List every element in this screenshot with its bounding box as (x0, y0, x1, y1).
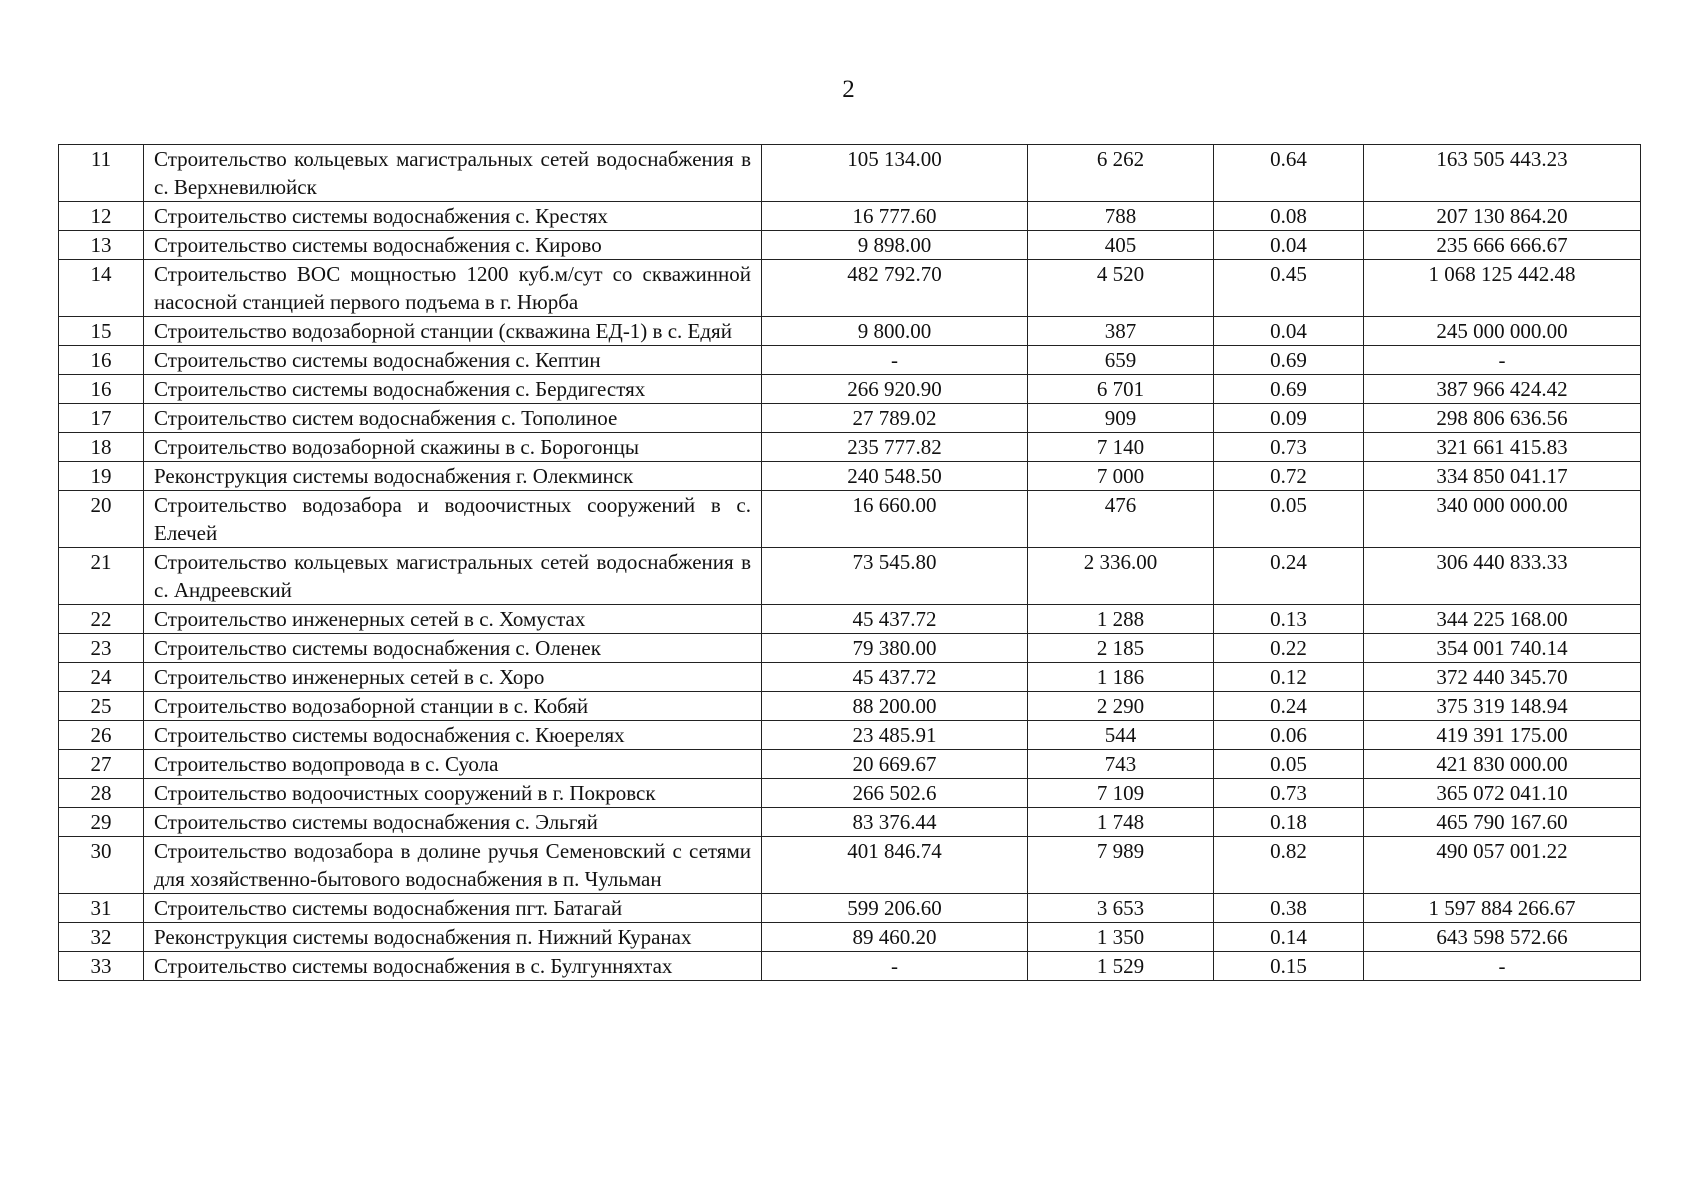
value-col-1: 105 134.00 (762, 145, 1028, 202)
value-col-3: 0.72 (1214, 462, 1364, 491)
value-col-1: 599 206.60 (762, 894, 1028, 923)
value-col-3: 0.69 (1214, 375, 1364, 404)
value-col-1: 401 846.74 (762, 837, 1028, 894)
row-number: 21 (59, 548, 144, 605)
value-col-3: 0.22 (1214, 634, 1364, 663)
project-name: Строительство кольцевых магистральных сетей водоснабжения в с. Андреевский (144, 548, 762, 605)
value-col-4: 465 790 167.60 (1364, 808, 1641, 837)
value-col-1: 266 920.90 (762, 375, 1028, 404)
value-col-3: 0.69 (1214, 346, 1364, 375)
value-col-3: 0.73 (1214, 433, 1364, 462)
value-col-1: 9 898.00 (762, 231, 1028, 260)
project-name: Строительство водозаборной станции (скважина ЕД-1) в с. Едяй (144, 317, 762, 346)
value-col-3: 0.24 (1214, 548, 1364, 605)
table-row (59, 605, 1641, 634)
value-col-4: 1 068 125 442.48 (1364, 260, 1641, 317)
project-name: Строительство водозаборной скажины в с. Борогонцы (144, 433, 762, 462)
row-number: 16 (59, 346, 144, 375)
project-name: Строительство системы водоснабжения с. Кирово (144, 231, 762, 260)
project-name: Строительство системы водоснабжения с. Эльгяй (144, 808, 762, 837)
table-row (59, 663, 1641, 692)
row-number: 30 (59, 837, 144, 894)
value-col-4: 421 830 000.00 (1364, 750, 1641, 779)
page-number: 2 (842, 76, 855, 103)
project-name: Реконструкция системы водоснабжения п. Нижний Куранах (144, 923, 762, 952)
project-name: Реконструкция системы водоснабжения г. Олекминск (144, 462, 762, 491)
value-col-4: 344 225 168.00 (1364, 605, 1641, 634)
project-name: Строительство системы водоснабжения с. Крестях (144, 202, 762, 231)
value-col-4: 354 001 740.14 (1364, 634, 1641, 663)
table-row (59, 750, 1641, 779)
table-row (59, 634, 1641, 663)
value-col-1: 45 437.72 (762, 663, 1028, 692)
project-name: Строительство водоочистных сооружений в г. Покровск (144, 779, 762, 808)
value-col-4: 334 850 041.17 (1364, 462, 1641, 491)
table-row (59, 375, 1641, 404)
value-col-2: 1 350 (1028, 923, 1214, 952)
project-name: Строительство водозабора и водоочистных сооружений в с. Елечей (144, 491, 762, 548)
value-col-2: 7 000 (1028, 462, 1214, 491)
value-col-2: 476 (1028, 491, 1214, 548)
table-row (59, 260, 1641, 317)
project-name: Строительство системы водоснабжения с. Бердигестях (144, 375, 762, 404)
table-row (59, 952, 1641, 981)
row-number: 19 (59, 462, 144, 491)
table-row (59, 462, 1641, 491)
value-col-4: 298 806 636.56 (1364, 404, 1641, 433)
row-number: 15 (59, 317, 144, 346)
value-col-4: 306 440 833.33 (1364, 548, 1641, 605)
value-col-2: 1 748 (1028, 808, 1214, 837)
value-col-1: 88 200.00 (762, 692, 1028, 721)
value-col-3: 0.04 (1214, 317, 1364, 346)
value-col-4: 490 057 001.22 (1364, 837, 1641, 894)
value-col-2: 387 (1028, 317, 1214, 346)
value-col-3: 0.15 (1214, 952, 1364, 981)
value-col-3: 0.05 (1214, 491, 1364, 548)
project-name: Строительство системы водоснабжения в с. Булгунняхтах (144, 952, 762, 981)
project-name: Строительство инженерных сетей в с. Хомустах (144, 605, 762, 634)
table-row (59, 145, 1641, 202)
table-row (59, 404, 1641, 433)
value-col-2: 1 529 (1028, 952, 1214, 981)
value-col-2: 2 185 (1028, 634, 1214, 663)
row-number: 27 (59, 750, 144, 779)
value-col-1: 20 669.67 (762, 750, 1028, 779)
row-number: 12 (59, 202, 144, 231)
value-col-4: - (1364, 346, 1641, 375)
value-col-1: - (762, 346, 1028, 375)
table-row (59, 721, 1641, 750)
value-col-2: 405 (1028, 231, 1214, 260)
value-col-2: 4 520 (1028, 260, 1214, 317)
table-row (59, 894, 1641, 923)
value-col-3: 0.12 (1214, 663, 1364, 692)
table-row (59, 923, 1641, 952)
value-col-2: 544 (1028, 721, 1214, 750)
row-number: 14 (59, 260, 144, 317)
value-col-2: 1 186 (1028, 663, 1214, 692)
project-name: Строительство водопровода в с. Суола (144, 750, 762, 779)
row-number: 22 (59, 605, 144, 634)
value-col-1: 16 660.00 (762, 491, 1028, 548)
project-name: Строительство системы водоснабжения с. Оленек (144, 634, 762, 663)
value-col-4: 207 130 864.20 (1364, 202, 1641, 231)
table-row (59, 491, 1641, 548)
row-number: 31 (59, 894, 144, 923)
table-row (59, 779, 1641, 808)
row-number: 16 (59, 375, 144, 404)
value-col-1: 9 800.00 (762, 317, 1028, 346)
value-col-3: 0.09 (1214, 404, 1364, 433)
row-number: 33 (59, 952, 144, 981)
value-col-2: 788 (1028, 202, 1214, 231)
row-number: 20 (59, 491, 144, 548)
value-col-1: - (762, 952, 1028, 981)
value-col-3: 0.14 (1214, 923, 1364, 952)
value-col-3: 0.82 (1214, 837, 1364, 894)
project-name: Строительство водозаборной станции в с. Кобяй (144, 692, 762, 721)
project-name: Строительство инженерных сетей в с. Хоро (144, 663, 762, 692)
project-name: Строительство системы водоснабжения с. Кюерелях (144, 721, 762, 750)
value-col-4: 365 072 041.10 (1364, 779, 1641, 808)
project-name: Строительство водозабора в долине ручья Семеновский с сетями для хозяйственно-бытового водоснабжения в п. Чульман (144, 837, 762, 894)
row-number: 18 (59, 433, 144, 462)
table-row (59, 692, 1641, 721)
value-col-3: 0.06 (1214, 721, 1364, 750)
row-number: 24 (59, 663, 144, 692)
project-name: Строительство кольцевых магистральных сетей водоснабжения в с. Верхневилюйск (144, 145, 762, 202)
value-col-2: 7 109 (1028, 779, 1214, 808)
table-row (59, 231, 1641, 260)
value-col-4: 387 966 424.42 (1364, 375, 1641, 404)
value-col-2: 7 140 (1028, 433, 1214, 462)
value-col-2: 1 288 (1028, 605, 1214, 634)
value-col-1: 79 380.00 (762, 634, 1028, 663)
value-col-4: 1 597 884 266.67 (1364, 894, 1641, 923)
table-row (59, 808, 1641, 837)
table-row (59, 433, 1641, 462)
row-number: 26 (59, 721, 144, 750)
value-col-1: 23 485.91 (762, 721, 1028, 750)
project-name: Строительство ВОС мощностью 1200 куб.м/сут со скважинной насосной станцией первого подъема в г. Нюрба (144, 260, 762, 317)
value-col-4: 372 440 345.70 (1364, 663, 1641, 692)
value-col-2: 743 (1028, 750, 1214, 779)
row-number: 32 (59, 923, 144, 952)
row-number: 17 (59, 404, 144, 433)
value-col-3: 0.73 (1214, 779, 1364, 808)
value-col-2: 2 290 (1028, 692, 1214, 721)
row-number: 29 (59, 808, 144, 837)
table-row (59, 317, 1641, 346)
row-number: 13 (59, 231, 144, 260)
value-col-2: 6 262 (1028, 145, 1214, 202)
value-col-2: 7 989 (1028, 837, 1214, 894)
row-number: 25 (59, 692, 144, 721)
value-col-4: 235 666 666.67 (1364, 231, 1641, 260)
value-col-4: 245 000 000.00 (1364, 317, 1641, 346)
value-col-2: 2 336.00 (1028, 548, 1214, 605)
value-col-3: 0.13 (1214, 605, 1364, 634)
value-col-2: 659 (1028, 346, 1214, 375)
value-col-1: 89 460.20 (762, 923, 1028, 952)
table-row (59, 346, 1641, 375)
value-col-3: 0.64 (1214, 145, 1364, 202)
value-col-4: - (1364, 952, 1641, 981)
table-body (59, 145, 1641, 981)
value-col-2: 6 701 (1028, 375, 1214, 404)
project-name: Строительство систем водоснабжения с. Тополиное (144, 404, 762, 433)
value-col-3: 0.24 (1214, 692, 1364, 721)
project-name: Строительство системы водоснабжения пгт. Батагай (144, 894, 762, 923)
value-col-4: 321 661 415.83 (1364, 433, 1641, 462)
row-number: 28 (59, 779, 144, 808)
value-col-1: 73 545.80 (762, 548, 1028, 605)
value-col-1: 266 502.6 (762, 779, 1028, 808)
value-col-1: 240 548.50 (762, 462, 1028, 491)
value-col-2: 3 653 (1028, 894, 1214, 923)
value-col-1: 27 789.02 (762, 404, 1028, 433)
table-row (59, 837, 1641, 894)
row-number: 11 (59, 145, 144, 202)
value-col-3: 0.38 (1214, 894, 1364, 923)
table-row (59, 548, 1641, 605)
value-col-3: 0.05 (1214, 750, 1364, 779)
value-col-1: 83 376.44 (762, 808, 1028, 837)
value-col-4: 419 391 175.00 (1364, 721, 1641, 750)
value-col-1: 482 792.70 (762, 260, 1028, 317)
project-name: Строительство системы водоснабжения с. Кептин (144, 346, 762, 375)
value-col-3: 0.04 (1214, 231, 1364, 260)
value-col-2: 909 (1028, 404, 1214, 433)
value-col-4: 163 505 443.23 (1364, 145, 1641, 202)
value-col-3: 0.18 (1214, 808, 1364, 837)
value-col-4: 643 598 572.66 (1364, 923, 1641, 952)
value-col-3: 0.45 (1214, 260, 1364, 317)
value-col-3: 0.08 (1214, 202, 1364, 231)
value-col-4: 340 000 000.00 (1364, 491, 1641, 548)
value-col-1: 235 777.82 (762, 433, 1028, 462)
value-col-1: 45 437.72 (762, 605, 1028, 634)
data-table (58, 144, 1641, 981)
row-number: 23 (59, 634, 144, 663)
value-col-4: 375 319 148.94 (1364, 692, 1641, 721)
value-col-1: 16 777.60 (762, 202, 1028, 231)
table-row (59, 202, 1641, 231)
